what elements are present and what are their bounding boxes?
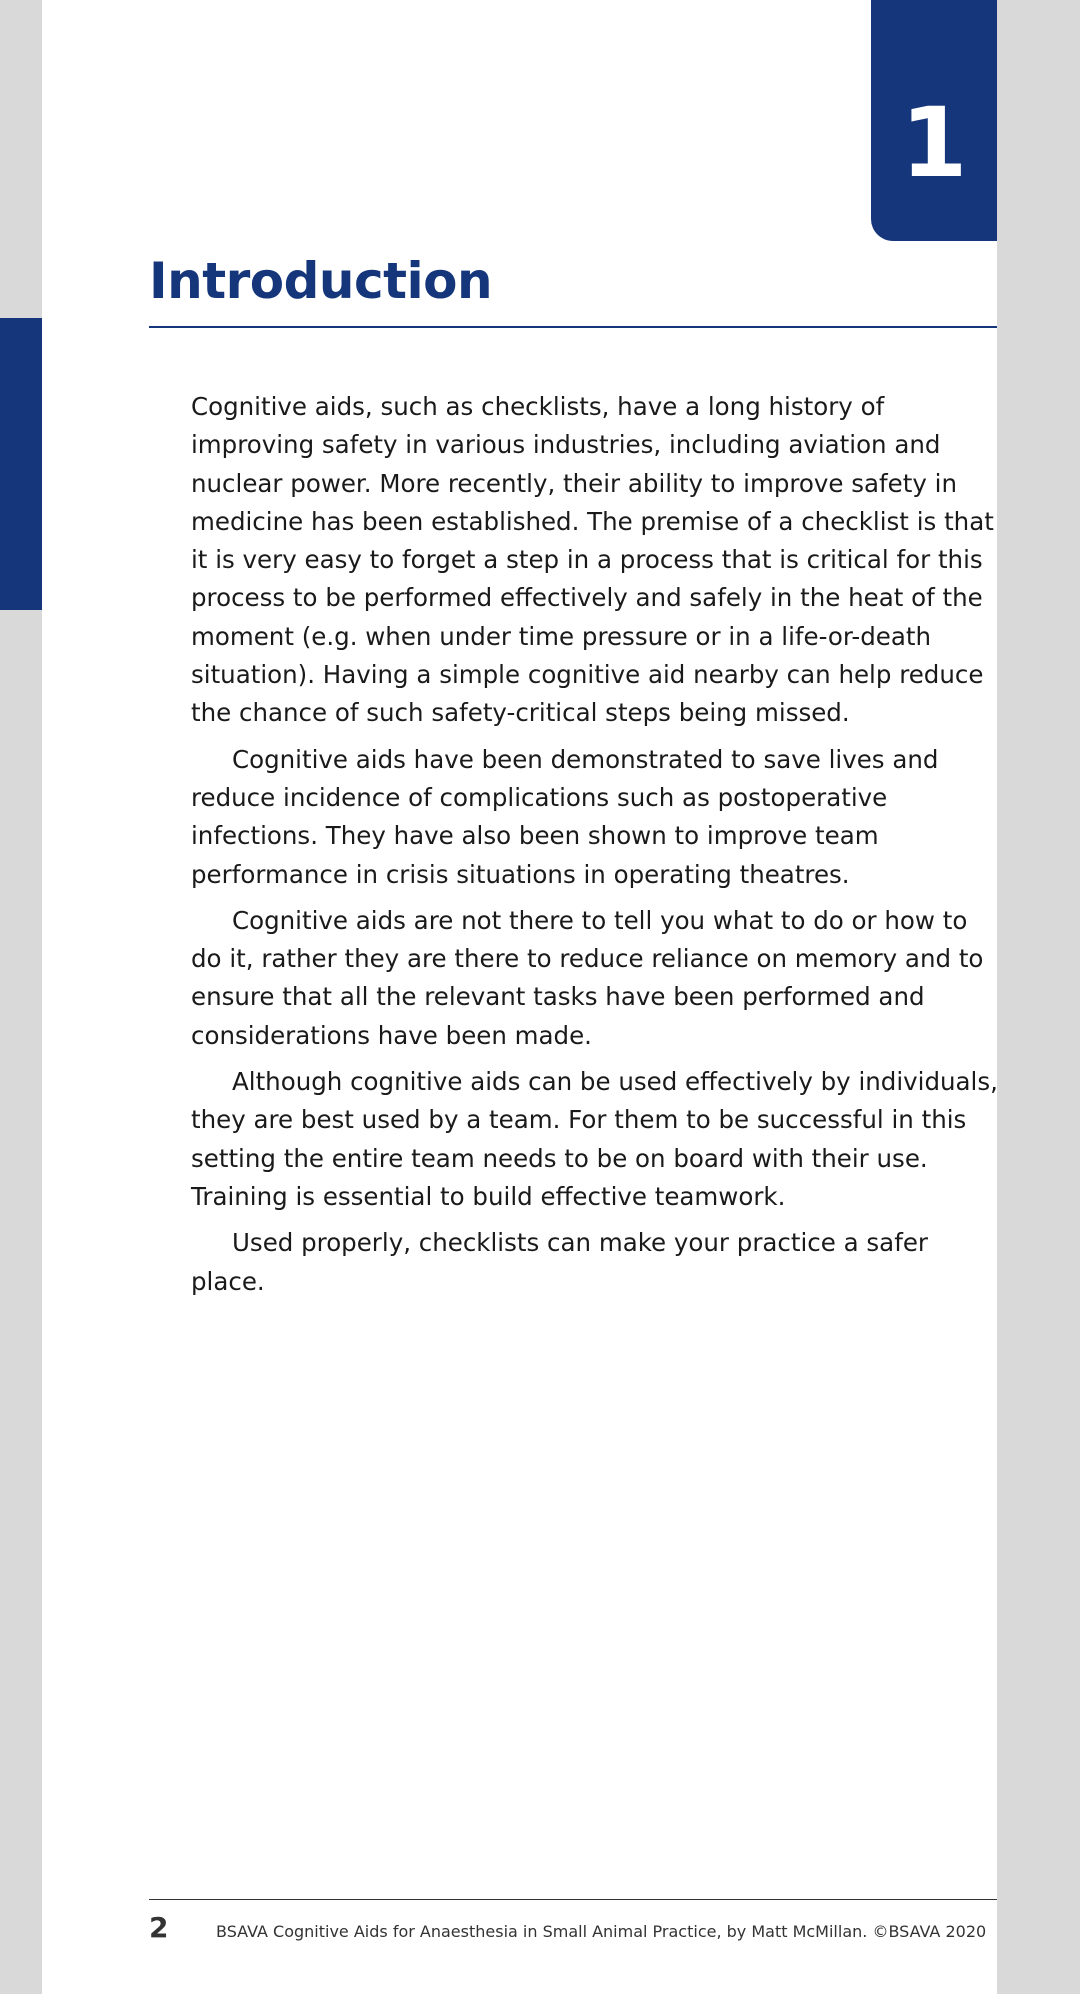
document-page [42,0,997,1994]
title-divider [149,326,997,328]
tab-section-3-label: Section 3 [53,1064,87,1217]
chapter-number: 1 [900,86,968,199]
tab-section-1-label: Section 1 [53,352,87,505]
page-number: 2 [149,1911,169,1944]
paragraph: Although cognitive aids can be used effectively by individuals, they are best used by a team. For them to be successful in this setting the entire team needs to be on board with their use. Training is essential to build effective teamwork. [191,1067,998,1211]
paragraph: Cognitive aids, such as checklists, have a long history of improving safety in various industries, including aviation and nuclear power. More recently, their ability to improve safety in medicine has been established. The premise of a checklist is that it is very easy to forget a step in a process that is critical for this process to be performed effectively and safely in the heat of the moment (e.g. when under time pressure or in a life-or-death situation). Having a simple cognitive aid nearby can help reduce the chance of such safety-critical steps being missed. [191,392,994,728]
footer-citation: BSAVA Cognitive Aids for Anaesthesia in Small Animal Practice, by Matt McMillan. ©BSAVA 2020 [216,1922,987,1941]
paragraph: Cognitive aids are not there to tell you what to do or how to do it, rather they are there to reduce reliance on memory and to ensure that all the relevant tasks have been performed and considerations have been made. [191,905,984,1050]
paragraph: Cognitive aids have been demonstrated to save lives and reduce incidence of complications such as postoperative infections. They have also been shown to improve team performance in crisis situations in operating theatres. [191,744,939,889]
paragraph: Used properly, checklists can make your practice a safer place. [191,1228,928,1296]
page-title: Introduction [149,252,493,310]
footer-divider [149,1899,997,1900]
tab-section-2-label: Section 2 [53,709,87,862]
chapter-badge [871,0,997,241]
body-text [191,388,1001,1309]
